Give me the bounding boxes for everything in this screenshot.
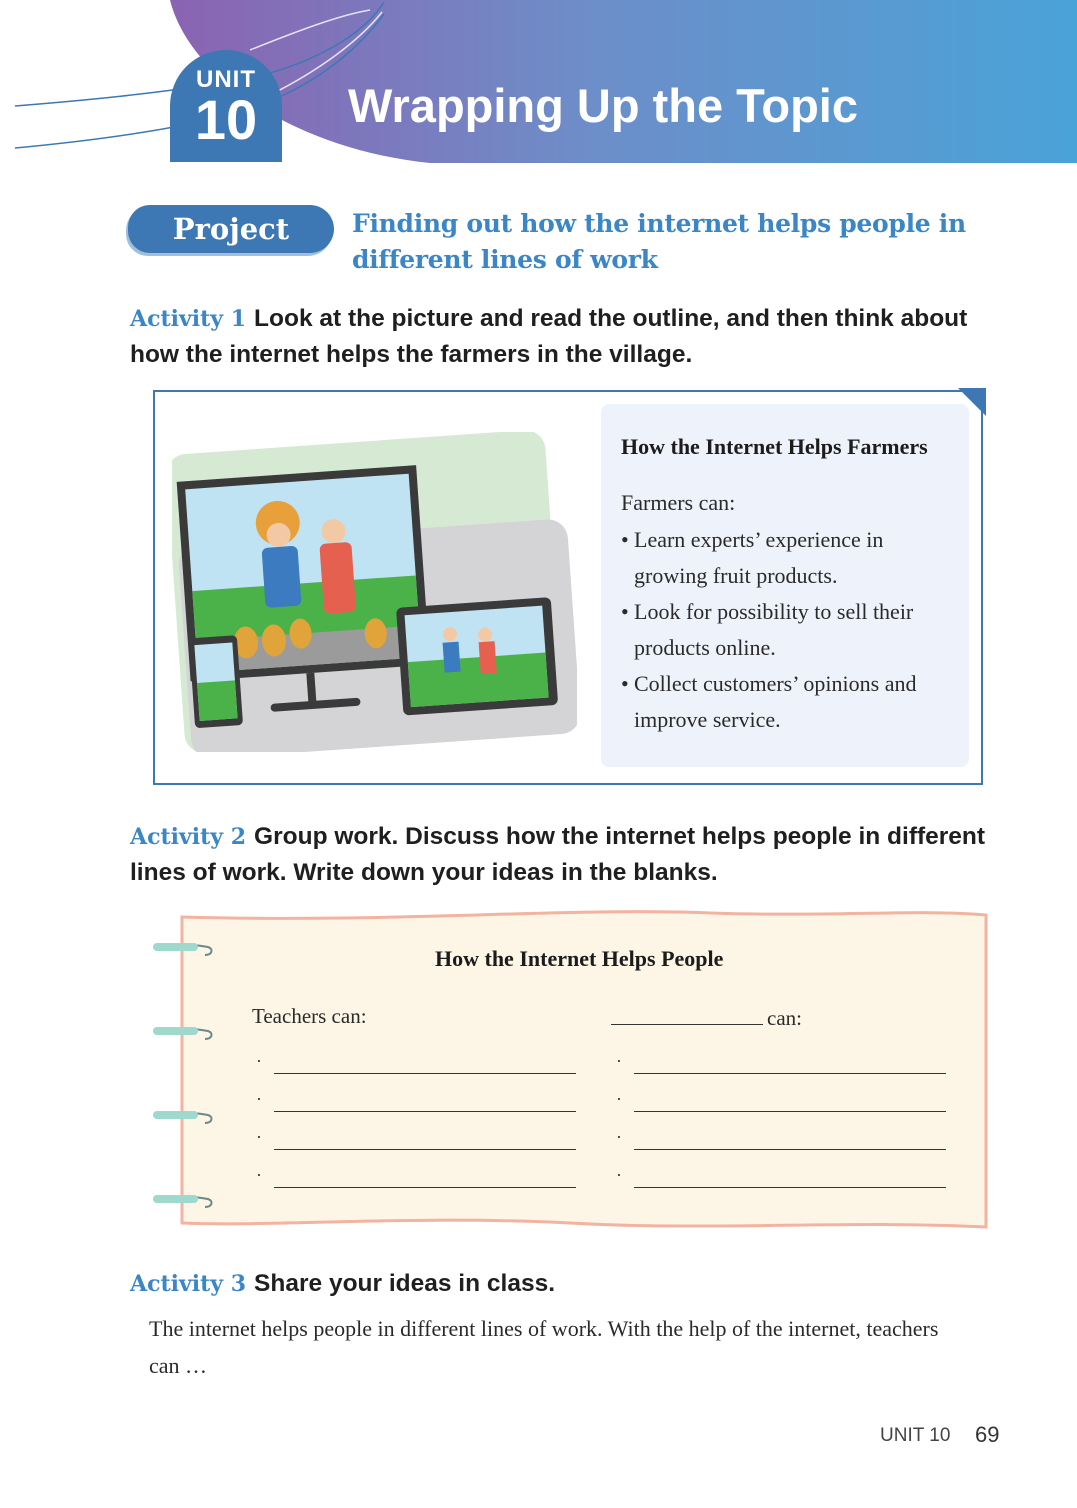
occupation-blank-label: can: xyxy=(611,1004,802,1031)
farmers-devices-illustration xyxy=(172,432,577,752)
list-item: • Collect customers’ opinions and improve service. xyxy=(621,671,917,732)
list-item: • Learn experts’ experience in growing fruit products. xyxy=(621,527,884,588)
activity-3-label: Activity 3 xyxy=(130,1271,247,1297)
page-number: 69 xyxy=(975,1422,1000,1447)
worksheet-title: How the Internet Helps People xyxy=(435,946,724,971)
activity-1-heading xyxy=(130,301,1010,373)
unit-label: UNIT xyxy=(196,66,256,93)
activity-1-label: Activity 1 xyxy=(130,306,247,332)
teachers-can-label: Teachers can: xyxy=(252,1004,367,1028)
footer-unit: UNIT 10 xyxy=(880,1425,951,1446)
unit-badge xyxy=(170,50,282,162)
project-label: Project xyxy=(128,205,334,253)
activity-3-text: The internet helps people in different lines of work. With the help of the internet, teachers can … xyxy=(149,1316,939,1378)
activity-3-instruction: Share your ideas in class. xyxy=(254,1270,555,1297)
occupation-blank[interactable] xyxy=(611,1004,763,1025)
unit-number: 10 xyxy=(194,88,258,151)
list-item: • Look for possibility to sell their products online. xyxy=(621,599,914,660)
page-title: Wrapping Up the Topic xyxy=(348,79,859,132)
activity-1-instruction: Look at the picture and read the outline, and then think about how the internet helps the farmers in the village. xyxy=(130,305,968,368)
outline-lead: Farmers can: xyxy=(621,490,736,515)
outline-list xyxy=(621,522,961,738)
activity-2-heading xyxy=(130,819,1010,891)
outline-title: How the Internet Helps Farmers xyxy=(621,434,928,459)
activity-3-heading xyxy=(130,1266,1010,1302)
project-title: Finding out how the internet helps people in different lines of work xyxy=(352,209,966,274)
activity-2-instruction: Group work. Discuss how the internet helps people in different lines of work. Write down your ideas in the blanks. xyxy=(130,823,986,886)
activity-2-label: Activity 2 xyxy=(130,824,247,850)
